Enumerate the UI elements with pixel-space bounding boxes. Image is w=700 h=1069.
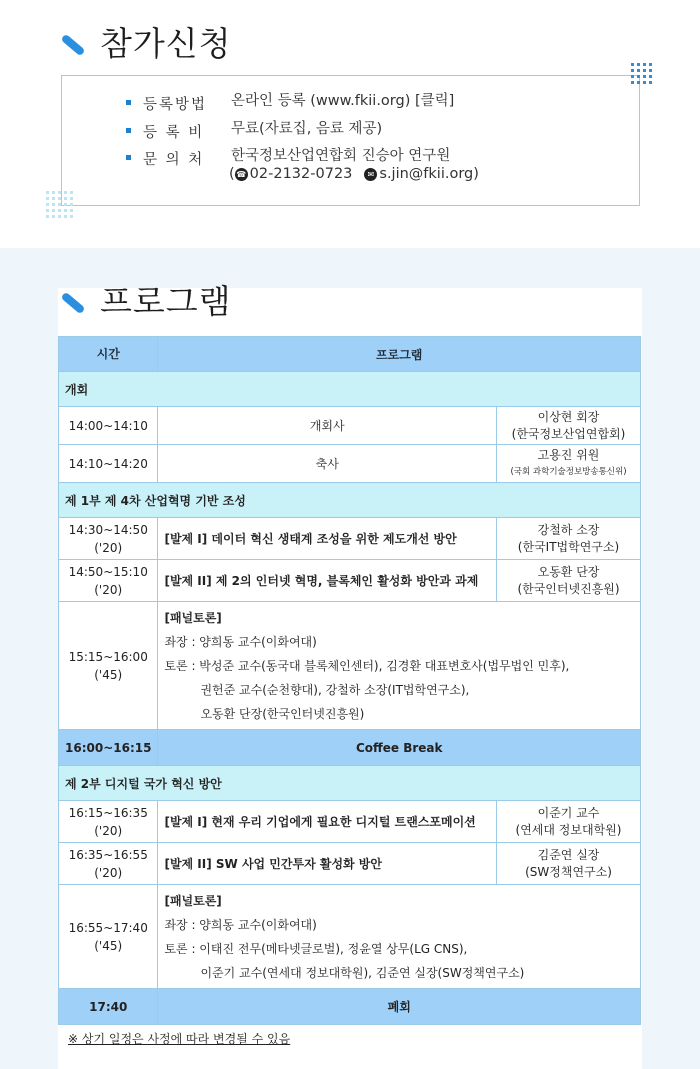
section-row-opening: 개회: [59, 372, 641, 407]
dot-pattern-icon: [46, 191, 76, 221]
panel-row: 16:55~17:40 ('45) [패널토론] 좌장 : 양희동 교수(이화여대) 토론 : 이태진 전무(메타넷글로벌), 정윤열 상무(LG CNS), 이준기 교수(연세대 정보대학원), 김준연 실장(SW정책연구소): [59, 885, 641, 989]
registration-link[interactable]: 온라인 등록 (www.fkii.org) [클릭]: [231, 93, 455, 109]
table-row: 14:00~14:10 개회사 이상현 회장 (한국정보산업연합회): [59, 407, 641, 445]
dot: [64, 209, 67, 212]
dot: [46, 203, 49, 206]
dot: [46, 209, 49, 212]
dot: [637, 81, 640, 84]
panel-row: 15:15~16:00 ('45) [패널토론] 좌장 : 양희동 교수(이화여대) 토론 : 박성준 교수(동국대 블록체인센터), 김경환 대표변호사(법무법인 민후), 권헌준 교수(순천향대), 강철하 소장(IT법학연구소), 오동환 단장(한국인터넷진흥원): [59, 602, 641, 730]
dot: [643, 81, 646, 84]
bullet-icon: [126, 155, 131, 160]
bullet-icon: [126, 100, 131, 105]
table-row: 14:50~15:10 ('20) [발제 II] 제 2의 인터넷 혁명, 블록체인 활성화 방안과 과제 오동환 단장 (한국인터넷진흥원): [59, 560, 641, 602]
registration-title: 참가신청: [60, 18, 232, 65]
dot: [52, 203, 55, 206]
info-row-method: 등록방법 온라인 등록 (www.fkii.org) [클릭]: [126, 93, 454, 114]
table-row: 16:35~16:55 ('20) [발제 II] SW 사업 민간투자 활성화 방안 김준연 실장 (SW정책연구소): [59, 843, 641, 885]
dot: [52, 197, 55, 200]
dot: [58, 197, 61, 200]
dot: [52, 209, 55, 212]
dot: [52, 215, 55, 218]
dot: [631, 63, 634, 66]
dot: [70, 203, 73, 206]
dot: [58, 203, 61, 206]
dot: [64, 215, 67, 218]
dot: [58, 215, 61, 218]
dot: [70, 197, 73, 200]
dot: [643, 63, 646, 66]
bullet-icon: [126, 128, 131, 133]
dot: [649, 69, 652, 72]
table-row: 14:30~14:50 ('20) [발제 I] 데이터 혁신 생태계 조성을 위한 제도개선 방안 강철하 소장 (한국IT법학연구소): [59, 518, 641, 560]
pen-icon: [60, 33, 85, 56]
dot: [52, 191, 55, 194]
mail-icon: ✉: [364, 168, 377, 181]
dot: [46, 197, 49, 200]
email-address[interactable]: s.jin@fkii.org): [379, 166, 479, 182]
dot: [631, 69, 634, 72]
header-program: 프로그램: [158, 337, 641, 372]
contact-details: ( ☎ 02-2132-0723 ✉ s.jin@fkii.org): [229, 166, 479, 182]
table-header-row: [59, 337, 641, 372]
dot: [649, 63, 652, 66]
info-row-fee: 등 록 비 무료(자료집, 음료 제공): [126, 121, 382, 142]
info-row-contact: 문 의 처 한국정보산업연합회 진승아 연구원: [126, 148, 450, 169]
break-row: 16:00~16:15 Coffee Break: [59, 730, 641, 766]
dot: [64, 191, 67, 194]
schedule-note: ※ 상기 일정은 사정에 따라 변경될 수 있음: [68, 1032, 291, 1046]
dot: [70, 191, 73, 194]
section-row-part2: 제 2부 디지털 국가 혁신 방안: [59, 766, 641, 801]
dot: [46, 215, 49, 218]
dot: [637, 69, 640, 72]
dot: [64, 197, 67, 200]
phone-icon: ☎: [236, 169, 247, 179]
dot: [631, 75, 634, 78]
dot: [58, 191, 61, 194]
dot-pattern-icon: [631, 63, 653, 85]
dot: [637, 63, 640, 66]
table-row: 14:10~14:20 축사 고용진 위원 (국회 과학기술정보방송통신위): [59, 445, 641, 483]
dot: [58, 209, 61, 212]
pen-icon: [60, 291, 85, 314]
dot: [70, 209, 73, 212]
dot: [64, 203, 67, 206]
section-row-part1: 제 1부 제 4차 산업혁명 기반 조성: [59, 483, 641, 518]
phone-number: 02-2132-0723: [249, 166, 353, 182]
dot: [631, 81, 634, 84]
closing-row: 17:40 폐회: [59, 989, 641, 1025]
dot: [643, 75, 646, 78]
dot: [649, 81, 652, 84]
dot: [46, 191, 49, 194]
dot: [637, 75, 640, 78]
dot: [643, 69, 646, 72]
dot: [70, 215, 73, 218]
header-time: 시간: [59, 337, 158, 372]
program-table: [58, 336, 641, 1025]
table-row: 16:15~16:35 ('20) [발제 I] 현재 우리 기업에게 필요한 디지털 트랜스포메이션 이준기 교수 (연세대 정보대학원): [59, 801, 641, 843]
dot: [649, 75, 652, 78]
program-title: 프로그램: [60, 276, 232, 323]
